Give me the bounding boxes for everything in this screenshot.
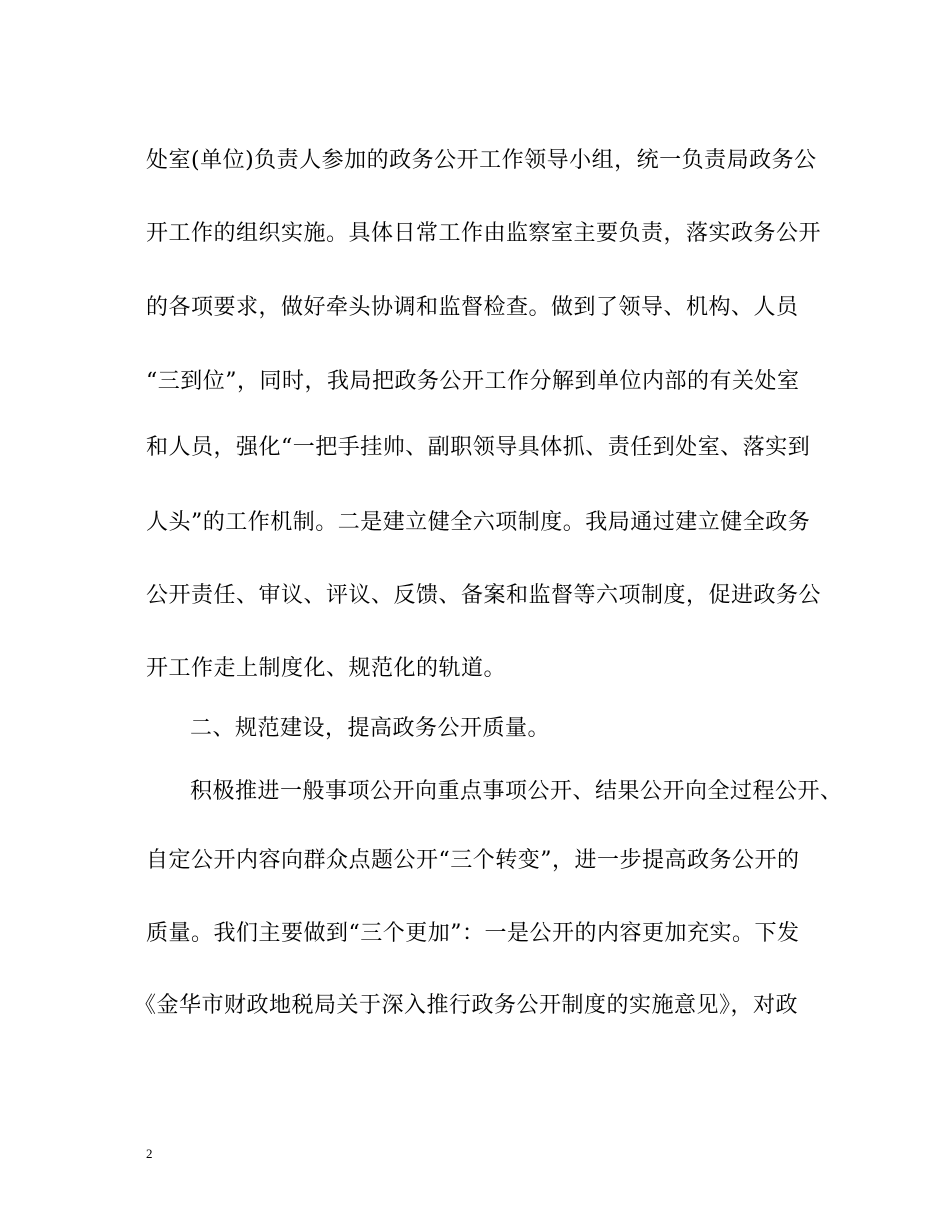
text-line: 开工作的组织实施。具体日常工作由监察室主要负责，落实政务公开 bbox=[146, 221, 822, 246]
text-line: 积极推进一般事项公开向重点事项公开、结果公开向全过程公开、 bbox=[190, 779, 843, 804]
text-line: 的各项要求，做好牵头协调和监督检查。做到了领导、机构、人员 bbox=[146, 295, 799, 320]
text-line: “三到位”，同时，我局把政务公开工作分解到单位内部的有关处室 bbox=[146, 369, 800, 394]
text-line: 质量。我们主要做到“三个更加”：一是公开的内容更加充实。下发 bbox=[146, 921, 800, 946]
text-line: 《金华市财政地税局关于深入推行政务公开制度的实施意见》，对政 bbox=[134, 993, 799, 1018]
text-line: 开工作走上制度化、规范化的轨道。 bbox=[146, 656, 507, 681]
text-line: 人头”的工作机制。二是建立健全六项制度。我局通过建立健全政务 bbox=[146, 510, 811, 535]
section-heading: 二、规范建设，提高政务公开质量。 bbox=[190, 716, 551, 741]
text-line: 公开责任、审议、评议、反馈、备案和监督等六项制度，促进政务公 bbox=[146, 583, 822, 608]
text-line: 自定公开内容向群众点题公开“三个转变”，进一步提高政务公开的 bbox=[146, 848, 800, 873]
text-line: 和人员，强化“一把手挂帅、副职领导具体抓、责任到处室、落实到 bbox=[146, 435, 811, 460]
page-number: 2 bbox=[146, 1146, 153, 1161]
text-line: 处室(单位)负责人参加的政务公开工作领导小组，统一负责局政务公 bbox=[146, 148, 817, 173]
